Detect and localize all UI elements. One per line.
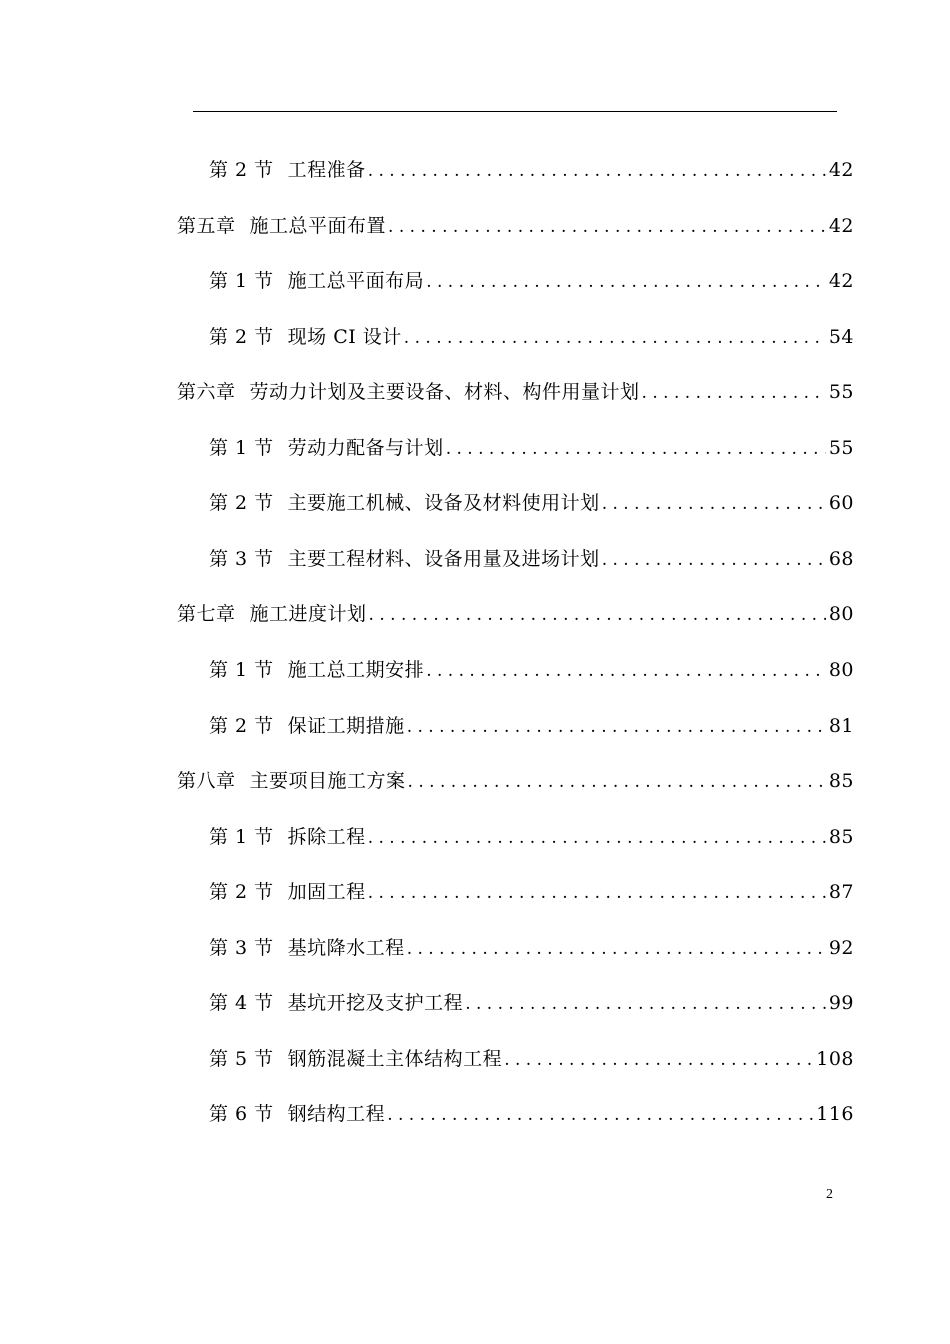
toc-dot-leader: [407, 935, 826, 963]
toc-entry-label: 第 3 节: [209, 937, 274, 959]
toc-dot-leader: [446, 435, 826, 463]
toc-entry-label: 第 2 节: [209, 492, 274, 514]
toc-entry[interactable]: [177, 600, 854, 628]
toc-entry-label: 第五章: [177, 215, 236, 237]
toc-entry[interactable]: [209, 712, 854, 740]
toc-entry[interactable]: [209, 1045, 854, 1073]
toc-entry-title: 劳动力配备与计划: [287, 437, 444, 459]
toc-entry-page: 81: [828, 715, 854, 737]
toc-entry-label: 第 6 节: [209, 1103, 274, 1125]
toc-entry[interactable]: [209, 989, 854, 1017]
toc-entry-title: 保证工期措施: [287, 715, 405, 737]
toc-entry-title: 施工总平面布置: [249, 215, 387, 237]
toc-entry-title: 钢结构工程: [287, 1103, 386, 1125]
toc-entry-title: 现场 CI 设计: [287, 326, 402, 348]
toc-entry-title: 基坑降水工程: [287, 937, 405, 959]
toc-entry-page: 85: [828, 826, 854, 848]
toc-dot-leader: [407, 713, 826, 741]
toc-entry-title: 施工总工期安排: [287, 659, 425, 681]
toc-dot-leader: [369, 601, 826, 629]
toc-entry-title: 加固工程: [287, 881, 366, 903]
toc-entry[interactable]: [209, 934, 854, 962]
toc-entry-title: 拆除工程: [287, 826, 366, 848]
toc-entry-page: 55: [828, 437, 854, 459]
toc-entry-title: 基坑开挖及支护工程: [287, 992, 464, 1014]
toc-dot-leader: [387, 1101, 813, 1129]
toc-entry-label: 第 2 节: [209, 159, 274, 181]
toc-entry-label: 第六章: [177, 381, 236, 403]
toc-entry-page: 85: [828, 770, 854, 792]
toc-entry-title: 主要工程材料、设备用量及进场计划: [287, 548, 600, 570]
toc-entry-page: 92: [828, 937, 854, 959]
toc-entry[interactable]: [177, 212, 854, 240]
toc-entry-page: 42: [828, 215, 854, 237]
page-number: 2: [826, 1187, 833, 1202]
toc-entry[interactable]: [177, 767, 854, 795]
toc-dot-leader: [602, 546, 826, 574]
toc-entry[interactable]: [177, 378, 854, 406]
toc-entry[interactable]: [209, 267, 854, 295]
toc-entry[interactable]: [209, 489, 854, 517]
toc-entry-title: 劳动力计划及主要设备、材料、构件用量计划: [249, 381, 640, 403]
toc-entry[interactable]: [209, 156, 854, 184]
toc-entry-label: 第 1 节: [209, 270, 274, 292]
toc-entry-label: 第 4 节: [209, 992, 274, 1014]
toc-entry-label: 第 1 节: [209, 437, 274, 459]
toc-entry-label: 第 2 节: [209, 326, 274, 348]
toc-dot-leader: [426, 657, 826, 685]
toc-entry-label: 第八章: [177, 770, 236, 792]
toc-entry-page: 80: [828, 603, 854, 625]
toc-dot-leader: [388, 213, 826, 241]
toc-entry[interactable]: [209, 878, 854, 906]
toc-dot-leader: [426, 268, 826, 296]
toc-entry-label: 第 2 节: [209, 715, 274, 737]
toc-entry-title: 工程准备: [287, 159, 366, 181]
toc-entry-title: 钢筋混凝土主体结构工程: [287, 1048, 503, 1070]
toc-entry-page: 60: [828, 492, 854, 514]
toc-dot-leader: [504, 1046, 813, 1074]
toc-dot-leader: [404, 324, 826, 352]
toc-entry-page: 42: [828, 159, 854, 181]
toc-entry-title: 施工总平面布局: [287, 270, 425, 292]
toc-entry-page: 55: [828, 381, 854, 403]
toc-entry[interactable]: [209, 323, 854, 351]
toc-entry[interactable]: [209, 656, 854, 684]
toc-entry-page: 54: [828, 326, 854, 348]
toc-entry-page: 87: [828, 881, 854, 903]
toc-dot-leader: [602, 490, 826, 518]
toc-entry-title: 施工进度计划: [249, 603, 367, 625]
toc-entry[interactable]: [209, 545, 854, 573]
toc-entry-page: 108: [816, 1048, 854, 1070]
toc-dot-leader: [368, 824, 826, 852]
toc-entry-page: 42: [828, 270, 854, 292]
toc-dot-leader: [368, 879, 826, 907]
toc-entry-label: 第 1 节: [209, 826, 274, 848]
toc-entry[interactable]: [209, 1100, 854, 1128]
toc-entry-page: 99: [828, 992, 854, 1014]
toc-entry-page: 116: [816, 1103, 854, 1125]
toc-entry-label: 第 3 节: [209, 548, 274, 570]
toc-entry[interactable]: [209, 823, 854, 851]
toc-entry-label: 第 1 节: [209, 659, 274, 681]
toc-entry-title: 主要施工机械、设备及材料使用计划: [287, 492, 600, 514]
toc-dot-leader: [408, 768, 826, 796]
toc-entry-page: 80: [828, 659, 854, 681]
toc-entry-label: 第 5 节: [209, 1048, 274, 1070]
toc-dot-leader: [368, 157, 826, 185]
toc-entry-label: 第七章: [177, 603, 236, 625]
toc-entry-page: 68: [828, 548, 854, 570]
toc-dot-leader: [642, 379, 826, 407]
toc-dot-leader: [465, 990, 826, 1018]
toc-entry-label: 第 2 节: [209, 881, 274, 903]
toc-entry-title: 主要项目施工方案: [249, 770, 406, 792]
toc-entry[interactable]: [209, 434, 854, 462]
